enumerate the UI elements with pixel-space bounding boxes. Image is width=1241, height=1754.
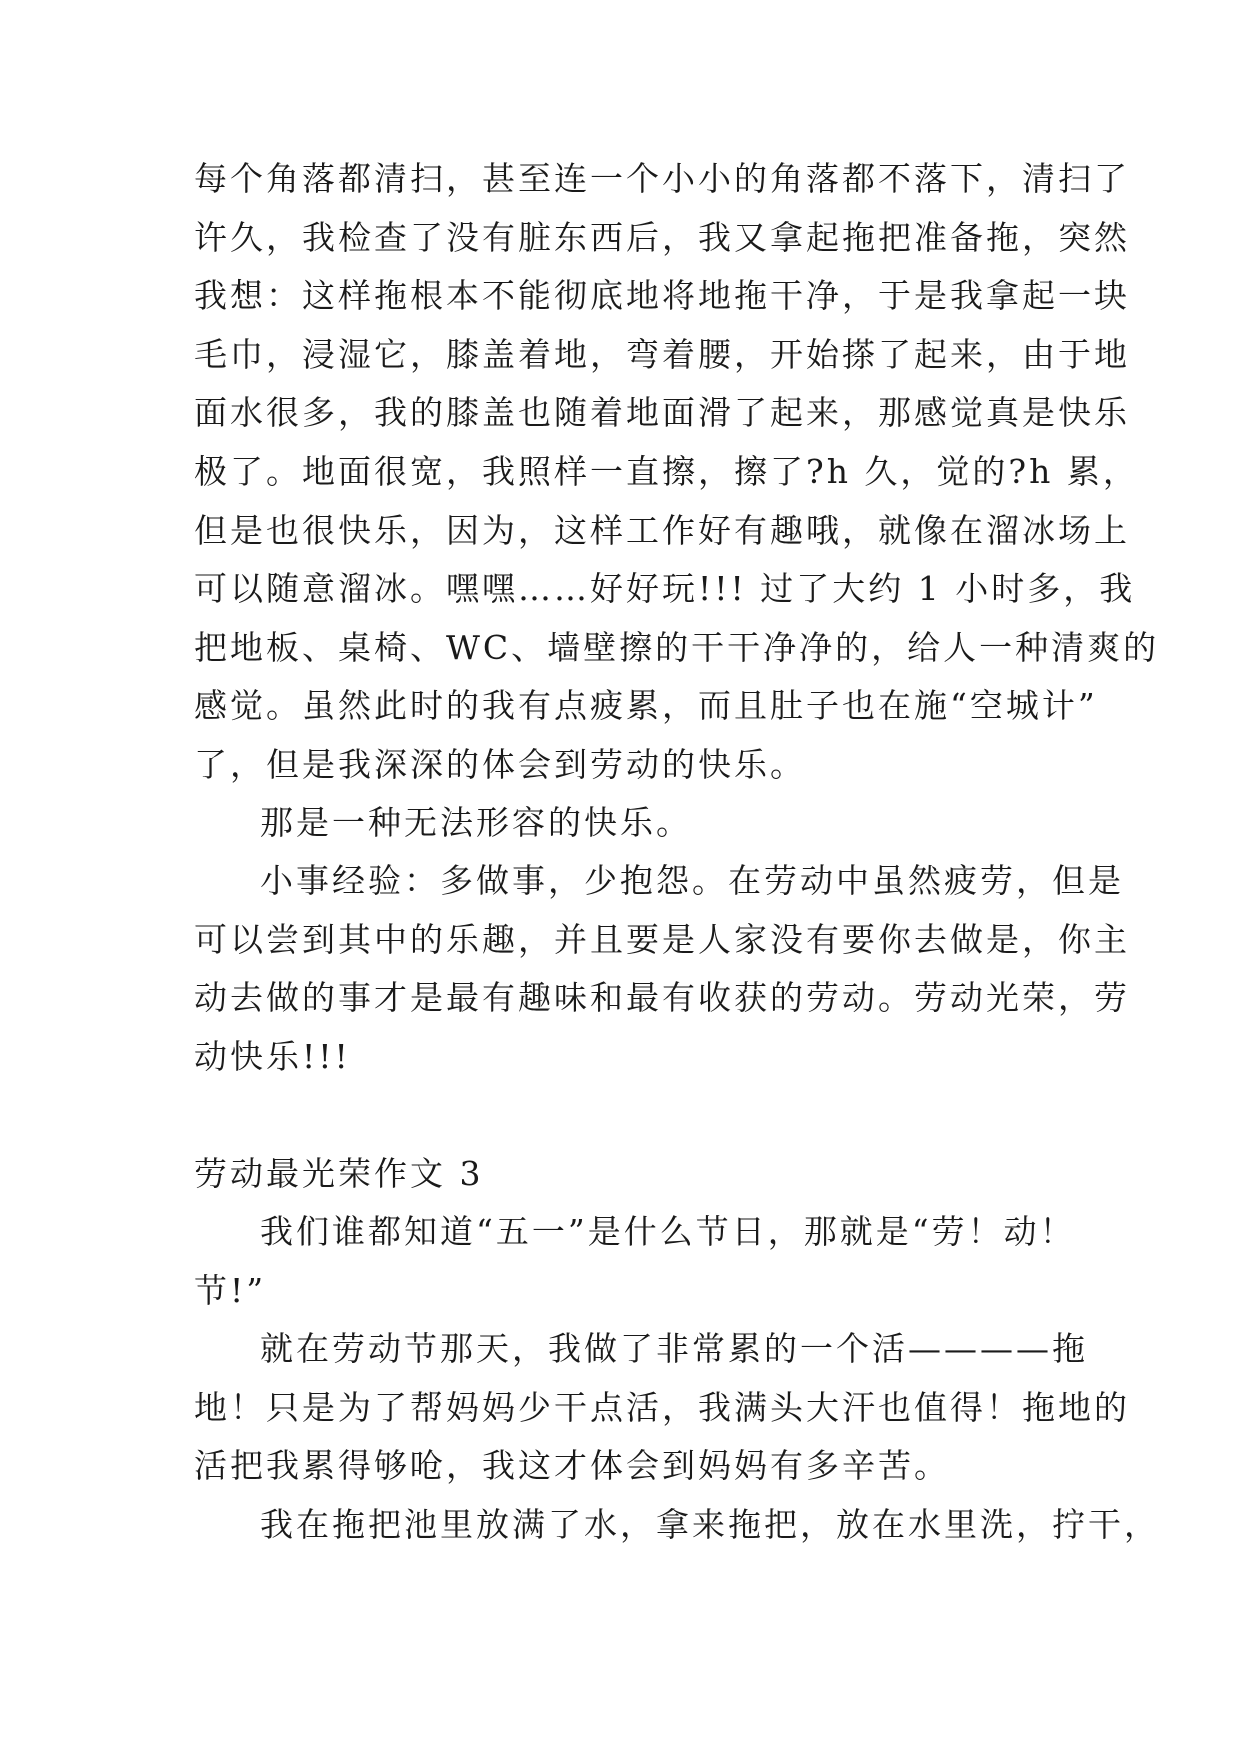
paragraph-cleaning: [194, 150, 1160, 795]
text-line: 那是一种无法形容的快乐。: [260, 803, 692, 842]
paragraph-mop-pool: [194, 1496, 1160, 1555]
section-title: 劳动最光荣作文 3: [194, 1154, 484, 1193]
paragraph-lesson: [194, 852, 1130, 1086]
text-line: 节!”: [194, 1270, 267, 1310]
text-line: 面水很多，我的膝盖也随着地面滑了起来，那感觉真是快乐: [194, 393, 1130, 433]
text-line: 把地板、桌椅、WC、墙壁擦的干干净净的，给人一种清爽的: [194, 627, 1160, 667]
essay-heading: [194, 1145, 1054, 1204]
text-line: 但是也很快乐，因为，这样工作好有趣哦，就像在溜冰场上: [194, 510, 1130, 550]
paragraph-happiness: [194, 794, 1054, 853]
text-line: 我想：这样拖根本不能彻底地将地拖干净，于是我拿起一块: [194, 276, 1130, 316]
text-line: 每个角落都清扫，甚至连一个小小的角落都不落下，清扫了: [194, 159, 1130, 198]
text-line: 我们谁都知道“五一”是什么节日，那就是“劳！动！: [260, 1212, 1076, 1251]
text-line: 动快乐!!!: [194, 1036, 351, 1076]
text-line: 动去做的事才是最有趣味和最有收获的劳动。劳动光荣，劳: [194, 978, 1130, 1018]
text-line: 毛巾，浸湿它，膝盖着地，弯着腰，开始搽了起来，由于地: [194, 334, 1130, 374]
text-line: 许久，我检查了没有脏东西后，我又拿起拖把准备拖，突然: [194, 217, 1130, 257]
text-line: 感觉。虽然此时的我有点疲累，而且肚子也在施“空城计”: [194, 686, 1098, 726]
text-line: 可以尝到其中的乐趣，并且要是人家没有要你去做是，你主: [194, 919, 1130, 959]
text-line: 地！只是为了帮妈妈少干点活，我满头大汗也值得！拖地的: [194, 1387, 1130, 1427]
text-line: 活把我累得够呛，我这才体会到妈妈有多辛苦。: [194, 1446, 950, 1486]
paragraph-may-day: [194, 1203, 1076, 1320]
text-line: 可以随意溜冰。嘿嘿……好好玩!!! 过了大约 1 小时多，我: [194, 569, 1136, 609]
text-line: 我在拖把池里放满了水，拿来拖把，放在水里洗，拧干，: [260, 1505, 1160, 1544]
text-line: 就在劳动节那天，我做了非常累的一个活————拖: [260, 1329, 1088, 1368]
paragraph-mopping: [194, 1320, 1130, 1496]
text-line: 了，但是我深深的体会到劳动的快乐。: [194, 744, 806, 784]
text-line: 小事经验：多做事，少抱怨。在劳动中虽然疲劳，但是: [260, 861, 1124, 900]
text-line: 极了。地面很宽，我照样一直擦，擦了?h 久，觉的?h 累，: [194, 451, 1139, 491]
